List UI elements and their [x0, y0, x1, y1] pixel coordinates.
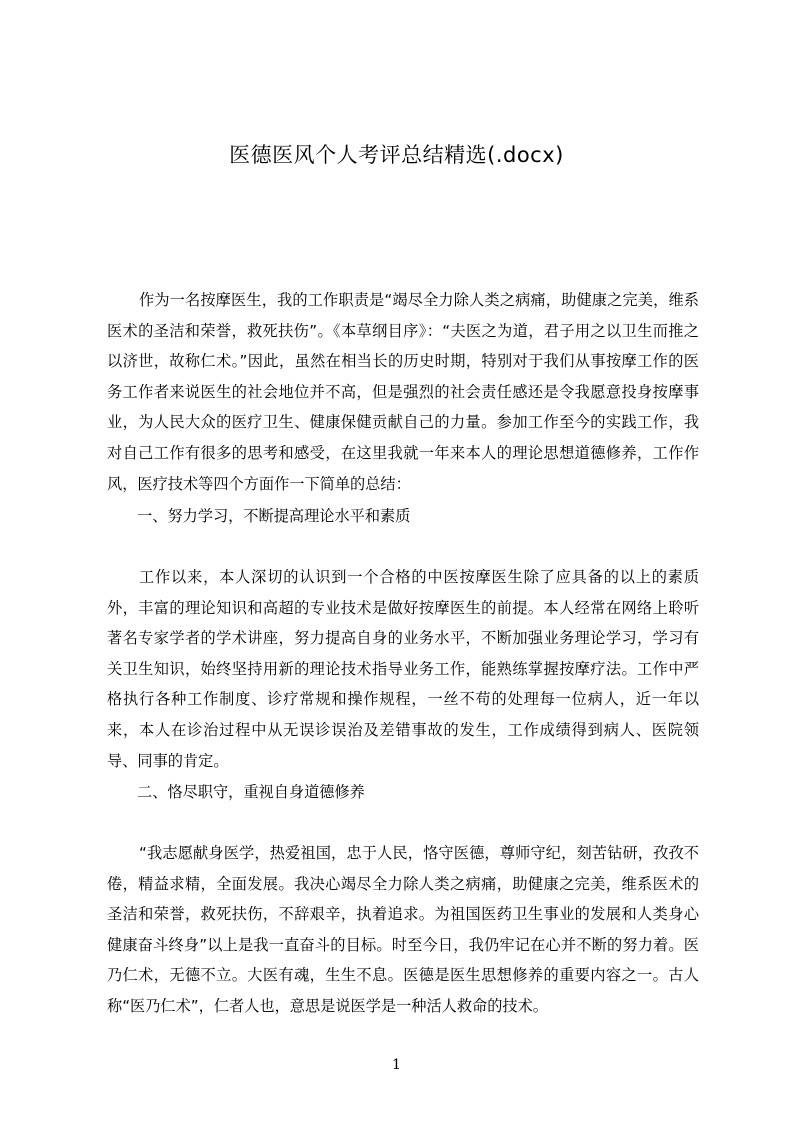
section-1-paragraph: 工作以来，本人深切的认识到一个合格的中医按摩医生除了应具备的以上的素质外，丰富的理论知识和高超的专业技术是做好按摩医生的前提。本人经常在网络上聆听著名专家学者的学术讲座，努力提高自身的业务水平，不断加强业务理论学习，学习有关卫生知识，始终坚持用新的理论技术指导业务工作，能熟练掌握按摩疗法。工作中严格执行各种工作制度、诊疗常规和操作规程，一丝不苟的处理每一位病人，近一年以来，本人在诊治过程中从无误诊误治及差错事故的发生，工作成绩得到病人、医院领导、同事的肯定。	[107, 568, 699, 770]
page-number: 1	[392, 1057, 401, 1073]
intro-paragraph: 作为一名按摩医生，我的工作职责是“竭尽全力除人类之病痛，助健康之完美，维系医术的圣洁和荣誉，救死扶伤”。《本草纲目序》：“夫医之为道，君子用之以卫生而推之以济世，故称仁术。”因此，虽然在相当长的历史时期，特别对于我们从事按摩工作的医务工作者来说医生的社会地位并不高，但是强烈的社会责任感还是令我愿意投身按摩事业，为人民大众的医疗卫生、健康保健贡献自己的力量。参加工作至今的实践工作，我对自己工作有很多的思考和感受，在这里我就一年来本人的理论思想道德修养，工作作风，医疗技术等四个方面作一下简单的总结：	[107, 291, 699, 493]
section-heading-2: 二、恪尽职守，重视自身道德修养	[137, 783, 365, 801]
section-2-paragraph: “我志愿献身医学，热爱祖国，忠于人民，恪守医德，尊师守纪，刻苦钻研，孜孜不倦，精益求精，全面发展。我决心竭尽全力除人类之病痛，助健康之完美，维系医术的圣洁和荣誉，救死扶伤，不辞艰辛，执着追求。为祖国医药卫生事业的发展和人类身心健康奋斗终身”以上是我一直奋斗的目标。时至今日，我仍牢记在心并不断的努力着。医乃仁术，无德不立。大医有魂，生生不息。医德是医生思想修养的重要内容之一。古人称“医乃仁术”，仁者人也，意思是说医学是一种活人救命的技术。	[107, 844, 699, 1015]
section-heading-1: 一、努力学习，不断提高理论水平和素质	[137, 507, 411, 525]
document-title: 医德医风个人考评总结精选(.docx)	[229, 143, 564, 167]
